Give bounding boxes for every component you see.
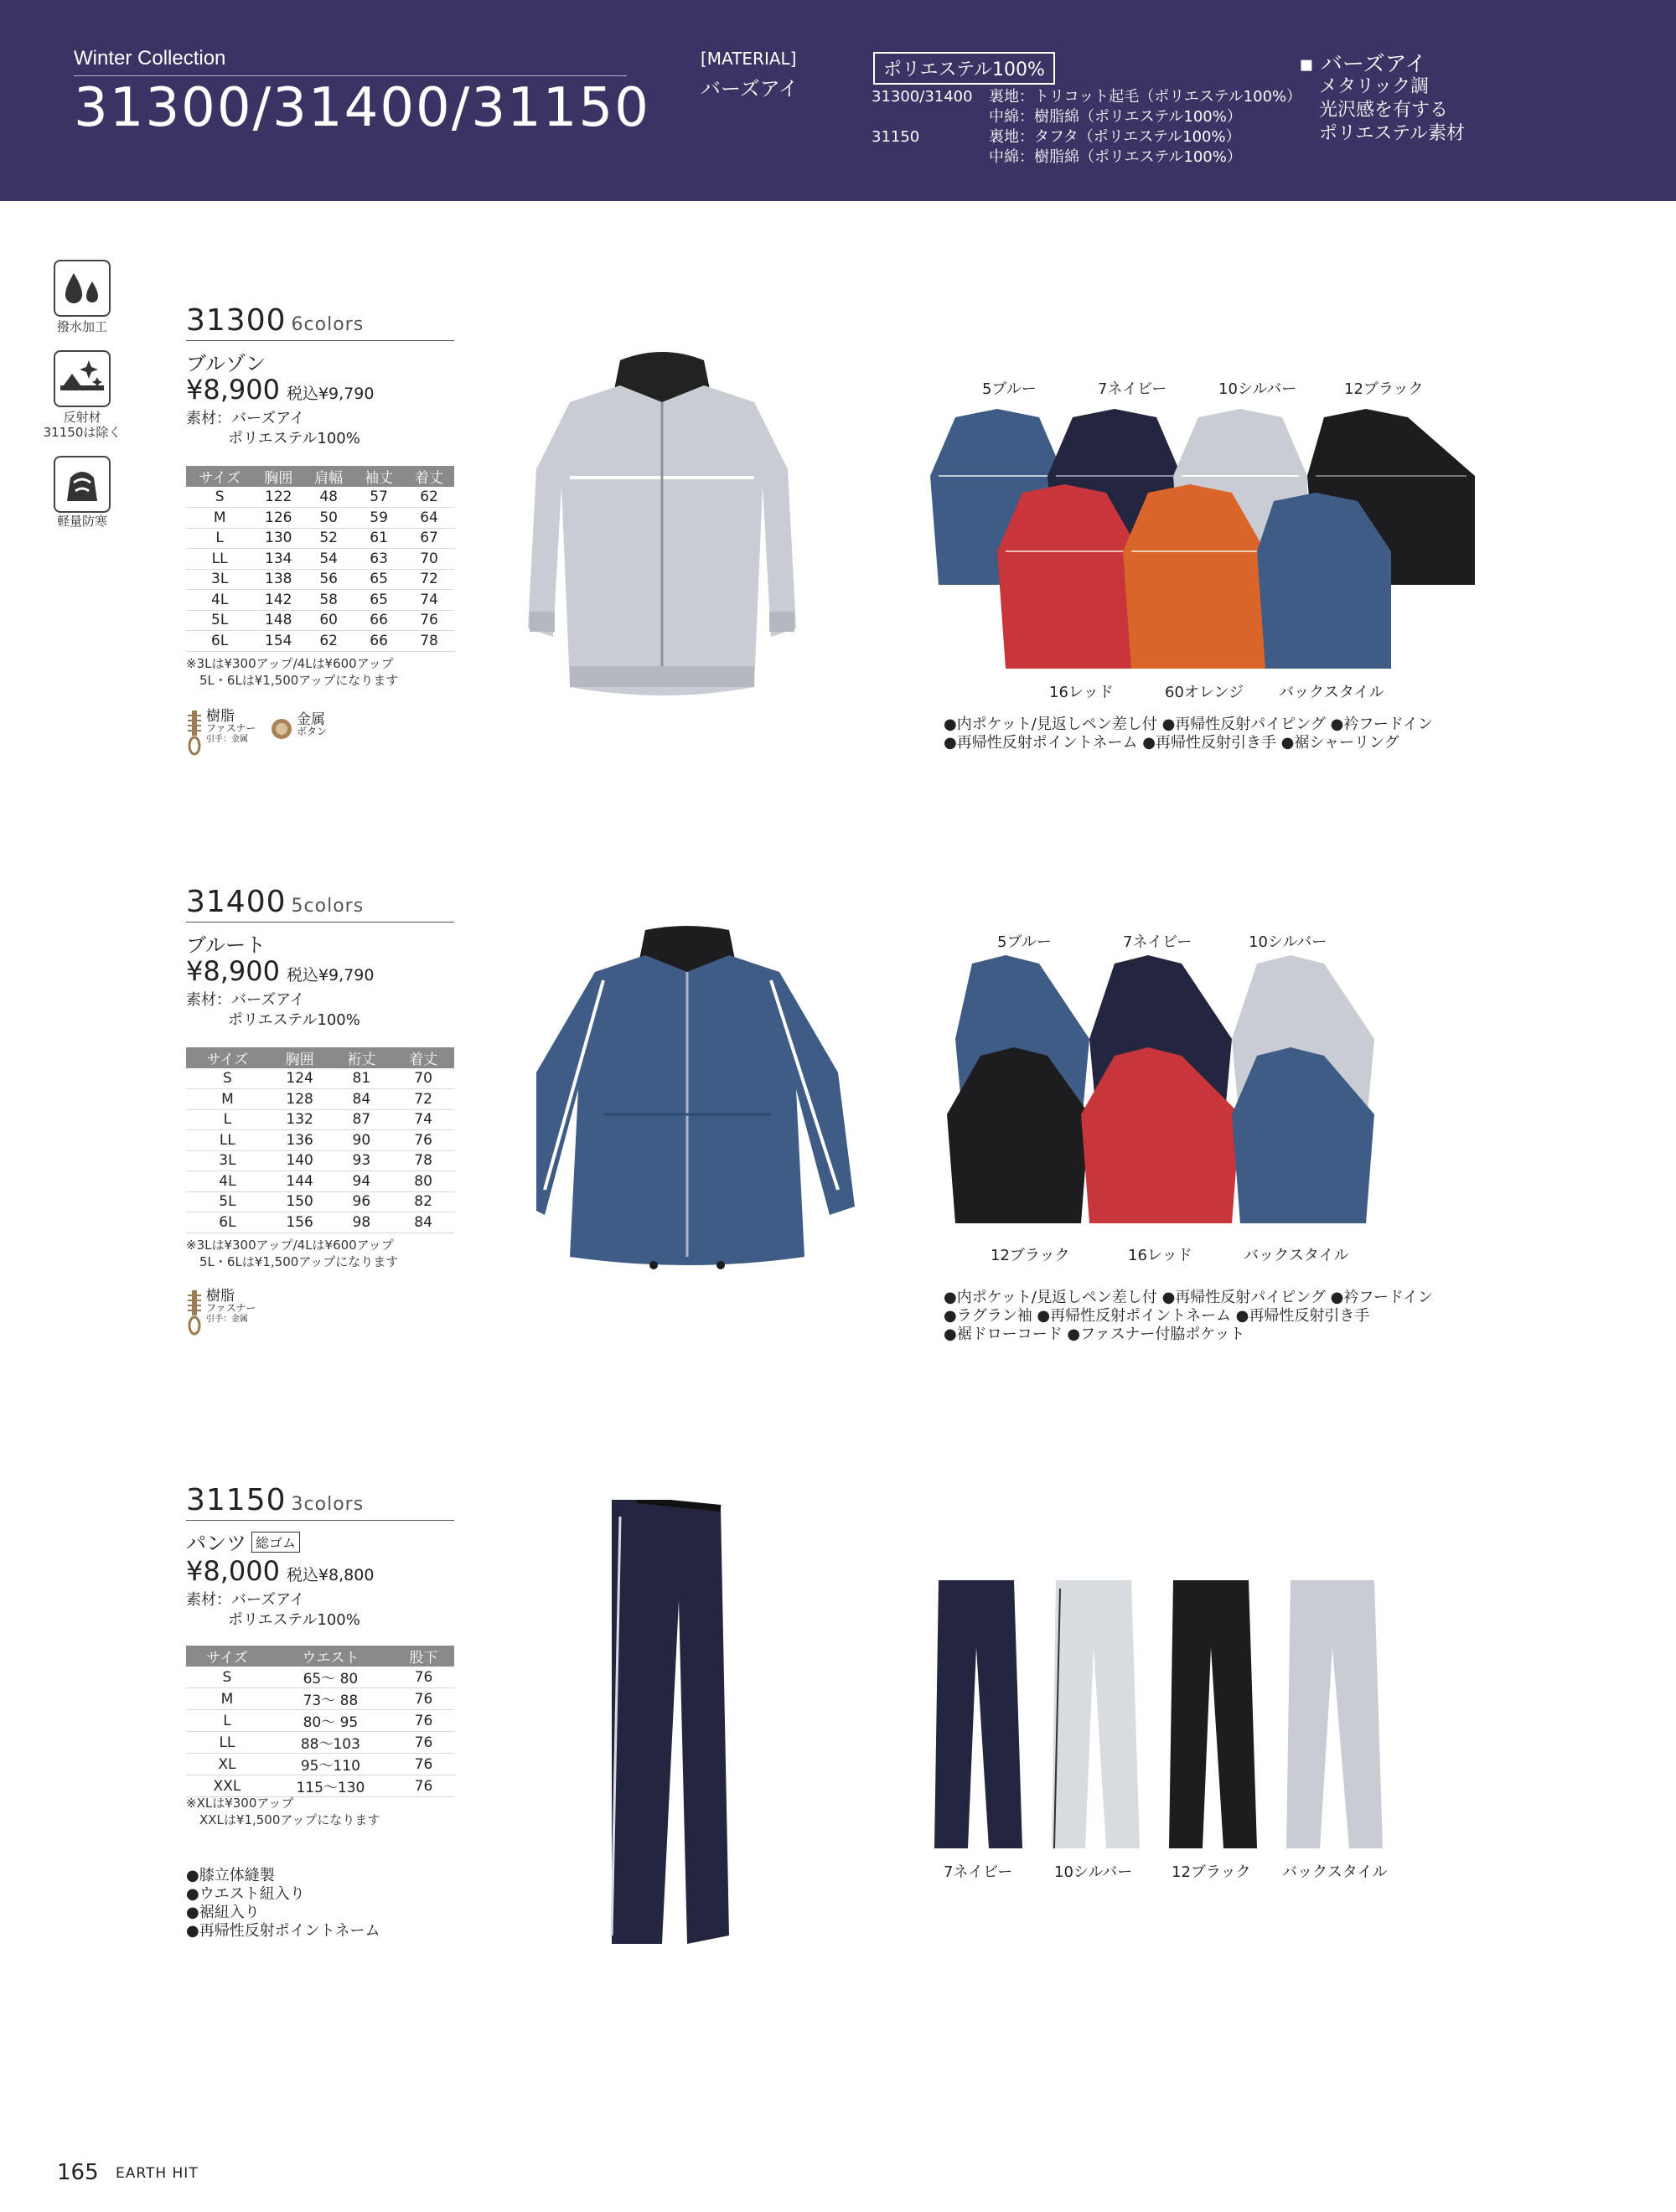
zipper-icon bbox=[186, 711, 203, 756]
header-divider bbox=[74, 75, 627, 76]
product-name: ブルゾン bbox=[186, 352, 266, 375]
table-cell: 58 bbox=[303, 590, 354, 611]
table-row bbox=[186, 1710, 454, 1732]
table-cell: 3L bbox=[186, 569, 253, 590]
table-cell: 81 bbox=[331, 1068, 393, 1089]
table-cell: 4L bbox=[186, 1171, 269, 1192]
feature-item: ●内ポケット/見返しペン差し付 ●再帰性反射パイピング ●衿フードイン bbox=[944, 1289, 1433, 1306]
feature-item: ●内ポケット/見返しペン差し付 ●再帰性反射パイピング ●衿フードイン bbox=[944, 716, 1433, 733]
color-count: 3colors bbox=[291, 1494, 365, 1515]
color-label: 5ブルー bbox=[982, 380, 1037, 398]
table-cell: 87 bbox=[331, 1109, 393, 1130]
table-cell: 76 bbox=[393, 1710, 454, 1732]
table-cell: L bbox=[186, 1109, 269, 1130]
feature-list bbox=[186, 1867, 380, 1941]
material-name: バーズアイ bbox=[701, 77, 799, 101]
color-label: 10シルバー bbox=[1249, 933, 1327, 951]
table-cell: 6L bbox=[186, 1212, 269, 1233]
color-label: 16レッド bbox=[1128, 1247, 1192, 1264]
table-cell: L bbox=[186, 528, 253, 549]
table-cell: 98 bbox=[331, 1212, 393, 1233]
table-cell: LL bbox=[186, 549, 253, 570]
table-cell: 95～110 bbox=[268, 1754, 393, 1775]
table-cell: LL bbox=[186, 1130, 269, 1151]
material-line: ポリエステル100% bbox=[228, 1011, 360, 1029]
product-code bbox=[186, 885, 364, 919]
material-line: 素材：バーズアイ bbox=[186, 991, 305, 1009]
table-cell: M bbox=[186, 1688, 268, 1710]
table-cell: 144 bbox=[269, 1171, 331, 1192]
button-label: ボタン bbox=[297, 726, 328, 737]
material-line: 素材：バーズアイ bbox=[186, 410, 305, 427]
table-cell: 84 bbox=[392, 1212, 454, 1233]
zipper-badge bbox=[206, 1290, 256, 1326]
tax-price: 税込¥8,800 bbox=[286, 1566, 375, 1584]
material-line: ポリエステル100% bbox=[228, 430, 360, 447]
lining-code: 31300/31400 bbox=[872, 88, 973, 106]
table-row bbox=[186, 549, 454, 570]
size-header: 着丈 bbox=[404, 466, 454, 487]
reflective-icon bbox=[54, 350, 111, 407]
zipper-label: ファスナー bbox=[206, 1302, 256, 1314]
table-cell: 140 bbox=[269, 1150, 331, 1171]
pants-color-variants bbox=[930, 1580, 1399, 1857]
lining-text: 裏地：トリコット起毛（ポリエステル100%） bbox=[989, 88, 1302, 106]
button-label: 金属 bbox=[297, 711, 325, 728]
pants-main-image bbox=[595, 1500, 729, 1952]
metal-button-icon bbox=[270, 717, 293, 741]
table-cell: LL bbox=[186, 1732, 268, 1754]
color-label: 16レッド bbox=[1049, 684, 1114, 701]
size-table bbox=[186, 1646, 454, 1797]
zipper-label: 樹脂 bbox=[206, 708, 235, 725]
product-code-text: 31400 bbox=[186, 885, 287, 919]
note-line: 5L・6Lは¥1,500アップになります bbox=[199, 1254, 399, 1269]
feature-item: ●ウエスト紐入り bbox=[186, 1885, 305, 1903]
table-cell: 4L bbox=[186, 590, 253, 611]
water-repellent-icon bbox=[54, 260, 111, 317]
table-cell: 66 bbox=[354, 610, 404, 631]
table-cell: 150 bbox=[269, 1191, 331, 1212]
size-note bbox=[186, 1795, 380, 1828]
size-header: サイズ bbox=[186, 466, 253, 487]
table-cell: 76 bbox=[393, 1688, 454, 1710]
table-cell: 80～ 95 bbox=[268, 1710, 393, 1732]
size-header: サイズ bbox=[186, 1047, 269, 1068]
table-cell: 64 bbox=[404, 508, 454, 529]
table-cell: 70 bbox=[392, 1068, 454, 1089]
color-label: 10シルバー bbox=[1218, 380, 1297, 398]
product-divider bbox=[186, 922, 454, 923]
table-cell: 70 bbox=[404, 549, 454, 570]
icon-label: 反射材 bbox=[63, 410, 101, 425]
table-cell: 66 bbox=[354, 631, 404, 652]
table-cell: 63 bbox=[354, 549, 404, 570]
table-cell: 142 bbox=[253, 590, 303, 611]
table-row bbox=[186, 1754, 454, 1775]
lining-info bbox=[872, 87, 1301, 168]
note-line: XXLは¥1,500アップになります bbox=[199, 1812, 380, 1827]
color-label: バックスタイル bbox=[1282, 1863, 1388, 1881]
color-label: バックスタイル bbox=[1279, 684, 1384, 701]
table-row bbox=[186, 508, 454, 529]
size-header: 裄丈 bbox=[331, 1047, 393, 1068]
lining-text: 中綿：樹脂綿（ポリエステル100%） bbox=[989, 108, 1242, 126]
size-header: 肩幅 bbox=[303, 466, 354, 487]
material-label: [MATERIAL] bbox=[701, 49, 797, 69]
feature-item: ●裾紐入り bbox=[186, 1904, 260, 1921]
table-row bbox=[186, 569, 454, 590]
variant-black bbox=[1169, 1580, 1257, 1848]
table-cell: 73～ 88 bbox=[268, 1688, 393, 1710]
table-cell: 82 bbox=[392, 1191, 454, 1212]
color-label: 12ブラック bbox=[1172, 1863, 1251, 1881]
brand-name: EARTH HIT bbox=[116, 2165, 199, 2182]
variant-silver bbox=[1052, 1580, 1140, 1848]
color-label: 7ネイビー bbox=[1098, 380, 1167, 398]
variant-navy bbox=[934, 1580, 1022, 1848]
table-cell: 84 bbox=[331, 1089, 393, 1110]
size-note bbox=[186, 655, 398, 689]
size-header: サイズ bbox=[186, 1646, 268, 1667]
table-cell: 94 bbox=[331, 1171, 393, 1192]
feature-item: ●膝立体縫製 bbox=[186, 1867, 275, 1884]
table-cell: 74 bbox=[404, 590, 454, 611]
size-header: 胸囲 bbox=[253, 466, 303, 487]
feature-line: 光沢感を有する bbox=[1319, 100, 1449, 121]
size-header: 胸囲 bbox=[269, 1047, 331, 1068]
table-cell: 154 bbox=[253, 631, 303, 652]
color-label: バックスタイル bbox=[1244, 1247, 1349, 1264]
size-header: 袖丈 bbox=[354, 466, 404, 487]
size-header: 着丈 bbox=[392, 1047, 454, 1068]
table-cell: 3L bbox=[186, 1150, 269, 1171]
table-cell: 156 bbox=[269, 1212, 331, 1233]
zipper-sublabel: 引手：金属 bbox=[206, 735, 248, 744]
size-note bbox=[186, 1237, 398, 1270]
table-cell: 148 bbox=[253, 610, 303, 631]
size-header-row bbox=[186, 1646, 454, 1667]
tax-price: 税込¥9,790 bbox=[286, 966, 375, 985]
table-cell: 76 bbox=[393, 1667, 454, 1688]
product-divider bbox=[186, 1520, 454, 1521]
table-row bbox=[186, 1775, 454, 1797]
blouson-main-image bbox=[520, 344, 804, 712]
product-material bbox=[186, 409, 360, 449]
table-row bbox=[186, 1109, 454, 1130]
table-cell: S bbox=[186, 1068, 269, 1089]
table-cell: 124 bbox=[269, 1068, 331, 1089]
feature-lines bbox=[1319, 75, 1465, 146]
table-row bbox=[186, 1212, 454, 1233]
table-row bbox=[186, 610, 454, 631]
color-count: 6colors bbox=[291, 314, 365, 335]
product-code-text: 31150 bbox=[186, 1483, 287, 1517]
table-cell: 96 bbox=[331, 1191, 393, 1212]
table-cell: 52 bbox=[303, 528, 354, 549]
material-line: ポリエステル100% bbox=[228, 1611, 360, 1629]
page-number: 165 bbox=[57, 2160, 99, 2185]
table-cell: 80 bbox=[392, 1171, 454, 1192]
table-cell: 56 bbox=[303, 569, 354, 590]
table-cell: 134 bbox=[253, 549, 303, 570]
size-table bbox=[186, 466, 454, 652]
product-price bbox=[186, 955, 374, 987]
page-header bbox=[0, 0, 1676, 201]
table-cell: M bbox=[186, 508, 253, 529]
tax-price: 税込¥9,790 bbox=[286, 385, 375, 403]
table-cell: 76 bbox=[392, 1130, 454, 1151]
table-cell: 138 bbox=[253, 569, 303, 590]
table-row bbox=[186, 528, 454, 549]
table-row bbox=[186, 1667, 454, 1688]
product-codes-title: 31300/31400/31150 bbox=[74, 77, 650, 139]
feature-item: ●再帰性反射ポイントネーム bbox=[186, 1922, 380, 1940]
zipper-icon bbox=[186, 1290, 203, 1336]
color-label: 7ネイビー bbox=[1123, 933, 1192, 951]
lining-code bbox=[872, 147, 989, 168]
product-material bbox=[186, 990, 360, 1031]
lining-text: 裏地：タフタ（ポリエステル100%） bbox=[989, 128, 1241, 146]
icon-label: 軽量防寒 bbox=[56, 514, 107, 529]
table-cell: 54 bbox=[303, 549, 354, 570]
feature-line: ポリエステル素材 bbox=[1319, 123, 1466, 144]
color-label: 12ブラック bbox=[991, 1247, 1070, 1264]
note-line: ※3Lは¥300アップ/4Lは¥600アップ bbox=[186, 1238, 394, 1253]
feature-line: メタリック調 bbox=[1319, 76, 1430, 97]
table-cell: 88～103 bbox=[268, 1732, 393, 1754]
table-row bbox=[186, 1089, 454, 1110]
button-badge bbox=[297, 711, 328, 737]
table-cell: 90 bbox=[331, 1130, 393, 1151]
table-cell: 67 bbox=[404, 528, 454, 549]
feature-list bbox=[944, 716, 1433, 752]
table-cell: 61 bbox=[354, 528, 404, 549]
lining-code: 31150 bbox=[872, 128, 920, 146]
blouson-color-variants bbox=[930, 401, 1483, 677]
price-value: ¥8,000 bbox=[186, 1555, 280, 1587]
table-cell: 72 bbox=[404, 569, 454, 590]
price-value: ¥8,900 bbox=[186, 374, 280, 406]
variant-back-style bbox=[1286, 1580, 1383, 1848]
feature-title: ▪ バーズアイ bbox=[1299, 52, 1427, 77]
table-row bbox=[186, 487, 454, 508]
color-label: 12ブラック bbox=[1344, 380, 1424, 398]
table-cell: 59 bbox=[354, 508, 404, 529]
zipper-label: 樹脂 bbox=[206, 1288, 235, 1305]
table-cell: 130 bbox=[253, 528, 303, 549]
product-price bbox=[186, 1555, 374, 1587]
material-line: 素材：バーズアイ bbox=[186, 1591, 305, 1609]
product-code bbox=[186, 1483, 364, 1517]
table-row bbox=[186, 631, 454, 652]
color-count: 5colors bbox=[291, 896, 365, 917]
product-code bbox=[186, 303, 364, 338]
size-header: 股下 bbox=[393, 1646, 454, 1667]
note-line: ※3Lは¥300アップ/4Lは¥600アップ bbox=[186, 656, 394, 671]
table-cell: XL bbox=[186, 1754, 268, 1775]
feature-item: ●裾ドローコード ●ファスナー付脇ポケット bbox=[944, 1326, 1245, 1343]
table-cell: 62 bbox=[404, 487, 454, 508]
product-code-text: 31300 bbox=[186, 303, 287, 338]
table-cell: 93 bbox=[331, 1150, 393, 1171]
table-cell: S bbox=[186, 487, 253, 508]
table-cell: 122 bbox=[253, 487, 303, 508]
feature-item: ●再帰性反射ポイントネーム ●再帰性反射引き手 ●裾シャーリング bbox=[944, 734, 1399, 752]
collection-label: Winter Collection bbox=[74, 47, 226, 70]
table-row bbox=[186, 590, 454, 611]
waist-type-badge: 総ゴム bbox=[251, 1532, 300, 1553]
size-header: ウエスト bbox=[268, 1646, 393, 1667]
lining-code bbox=[872, 107, 989, 127]
table-cell: L bbox=[186, 1710, 268, 1732]
product-material bbox=[186, 1590, 360, 1631]
table-cell: 60 bbox=[303, 610, 354, 631]
color-label: 7ネイビー bbox=[944, 1863, 1013, 1881]
table-row bbox=[186, 1688, 454, 1710]
product-divider bbox=[186, 340, 454, 341]
product-price bbox=[186, 374, 374, 406]
coat-main-image bbox=[536, 922, 872, 1290]
zipper-sublabel: 引手：金属 bbox=[206, 1315, 248, 1324]
table-cell: 62 bbox=[303, 631, 354, 652]
icon-label: 撥水加工 bbox=[56, 319, 107, 334]
table-row bbox=[186, 1068, 454, 1089]
table-cell: 57 bbox=[354, 487, 404, 508]
note-line: ※XLは¥300アップ bbox=[186, 1796, 294, 1811]
table-cell: 74 bbox=[392, 1109, 454, 1130]
feature-title-text: バーズアイ bbox=[1320, 52, 1427, 77]
lining-text: 中綿：樹脂綿（ポリエステル100%） bbox=[989, 148, 1242, 166]
coat-color-variants bbox=[947, 955, 1383, 1232]
table-cell: 136 bbox=[269, 1130, 331, 1151]
note-line: 5L・6Lは¥1,500アップになります bbox=[199, 673, 399, 688]
price-value: ¥8,900 bbox=[186, 955, 280, 987]
table-row bbox=[186, 1191, 454, 1212]
zipper-label: ファスナー bbox=[206, 722, 256, 734]
table-row bbox=[186, 1171, 454, 1192]
color-label: 60オレンジ bbox=[1165, 684, 1244, 701]
color-label: 10シルバー bbox=[1054, 1863, 1133, 1881]
table-cell: 78 bbox=[392, 1150, 454, 1171]
table-cell: 5L bbox=[186, 610, 253, 631]
table-cell: 65～ 80 bbox=[268, 1667, 393, 1688]
product-name: ブルート bbox=[186, 933, 266, 957]
table-cell: 76 bbox=[393, 1775, 454, 1797]
table-cell: 50 bbox=[303, 508, 354, 529]
icon-sublabel: 31150は除く bbox=[43, 425, 122, 440]
size-table bbox=[186, 1047, 454, 1233]
table-cell: 132 bbox=[269, 1109, 331, 1130]
table-cell: 65 bbox=[354, 590, 404, 611]
lightweight-warm-icon bbox=[54, 456, 111, 513]
table-cell: 126 bbox=[253, 508, 303, 529]
table-cell: 72 bbox=[392, 1089, 454, 1110]
table-cell: 6L bbox=[186, 631, 253, 652]
color-label: 5ブルー bbox=[997, 933, 1052, 951]
product-name: パンツ bbox=[186, 1532, 246, 1555]
zipper-badge bbox=[206, 708, 256, 746]
material-badge: ポリエステル100% bbox=[873, 52, 1055, 85]
table-cell: 48 bbox=[303, 487, 354, 508]
table-cell: 76 bbox=[393, 1754, 454, 1775]
feature-list bbox=[944, 1289, 1433, 1344]
table-row bbox=[186, 1130, 454, 1151]
table-cell: 76 bbox=[393, 1732, 454, 1754]
table-row bbox=[186, 1732, 454, 1754]
table-cell: XXL bbox=[186, 1775, 268, 1797]
table-cell: 78 bbox=[404, 631, 454, 652]
table-cell: 5L bbox=[186, 1191, 269, 1212]
table-cell: S bbox=[186, 1667, 268, 1688]
table-cell: 76 bbox=[404, 610, 454, 631]
table-cell: 65 bbox=[354, 569, 404, 590]
size-header-row bbox=[186, 466, 454, 487]
table-cell: 115～130 bbox=[268, 1775, 393, 1797]
table-cell: M bbox=[186, 1089, 269, 1110]
size-header-row bbox=[186, 1047, 454, 1068]
feature-item: ●ラグラン袖 ●再帰性反射ポイントネーム ●再帰性反射引き手 bbox=[944, 1307, 1370, 1325]
table-cell: 128 bbox=[269, 1089, 331, 1110]
table-row bbox=[186, 1150, 454, 1171]
